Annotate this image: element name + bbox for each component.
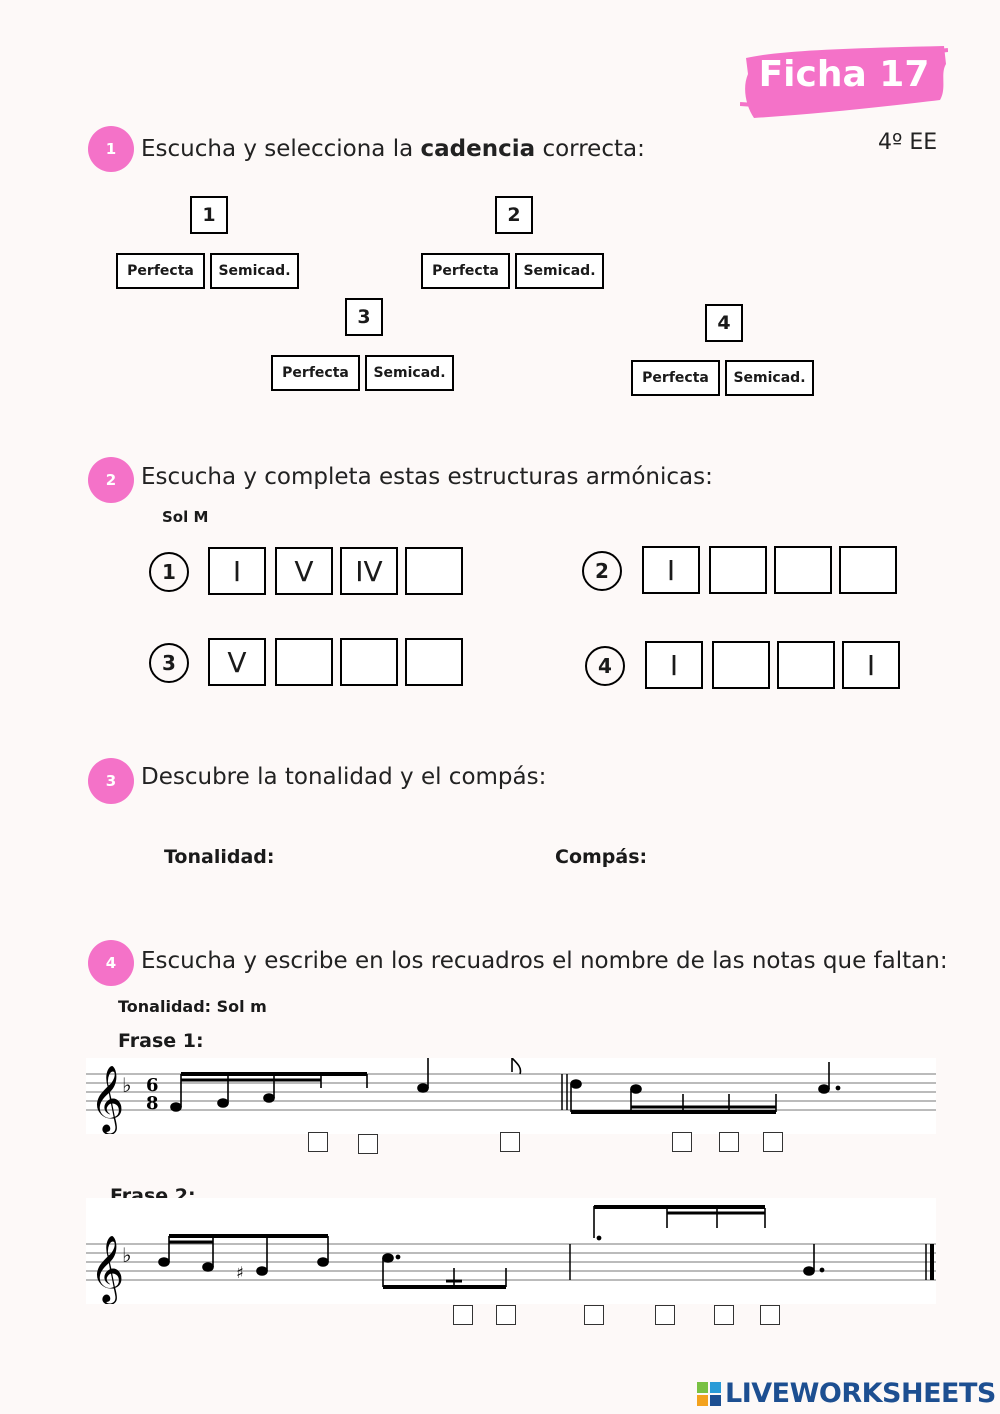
treble-clef-icon: 𝄞: [90, 1234, 125, 1302]
treble-clef-icon: 𝄞: [90, 1064, 125, 1132]
cadence-1-semicad-option[interactable]: Semicad.: [210, 253, 299, 289]
note-answer-box[interactable]: [714, 1305, 734, 1325]
harmony-2-cell-4[interactable]: [839, 546, 897, 594]
liveworksheets-logo-text: LIVEWORKSHEETS: [725, 1378, 996, 1409]
flat-icon: ♭: [122, 1243, 132, 1267]
note-answer-box[interactable]: [358, 1134, 378, 1154]
tonalidad-answer-field[interactable]: [278, 842, 518, 872]
compas-answer-field[interactable]: [650, 842, 890, 872]
cadence-2-semicad-option[interactable]: Semicad.: [515, 253, 604, 289]
heading-text: Escucha y selecciona la: [141, 136, 421, 162]
harmony-4-cell-4[interactable]: I: [842, 641, 900, 689]
harmony-4-cell-2[interactable]: [712, 641, 770, 689]
note-answer-box[interactable]: [760, 1305, 780, 1325]
note-answer-box[interactable]: [672, 1132, 692, 1152]
cadence-item-1-number: 1: [190, 196, 228, 234]
cadence-4-semicad-option[interactable]: Semicad.: [725, 360, 814, 396]
exercise-2-badge: 2: [88, 457, 134, 503]
cadence-3-semicad-option[interactable]: Semicad.: [365, 355, 454, 391]
liveworksheets-logo-icon: [697, 1382, 723, 1406]
harmony-row-2-number: 2: [582, 551, 622, 591]
flat-icon: ♭: [122, 1073, 132, 1097]
staff-frase-1: [86, 1058, 936, 1134]
cadence-4-perfecta-option[interactable]: Perfecta: [631, 360, 720, 396]
exercise-3-heading: Descubre la tonalidad y el compás:: [141, 764, 547, 790]
harmony-1-cell-3[interactable]: IV: [340, 547, 398, 595]
harmony-2-cell-2[interactable]: [709, 546, 767, 594]
harmony-3-cell-4[interactable]: [405, 638, 463, 686]
note-answer-box[interactable]: [719, 1132, 739, 1152]
heading-text: correcta:: [535, 136, 645, 162]
harmony-2-cell-1[interactable]: I: [642, 546, 700, 594]
harmony-1-cell-4[interactable]: [405, 547, 463, 595]
cadence-1-perfecta-option[interactable]: Perfecta: [116, 253, 205, 289]
harmony-3-cell-1[interactable]: V: [208, 638, 266, 686]
harmony-row-3-number: 3: [149, 643, 189, 683]
cadence-2-perfecta-option[interactable]: Perfecta: [421, 253, 510, 289]
cadence-item-4-number: 4: [705, 304, 743, 342]
frase-2-label: Frase 2:: [110, 1185, 196, 1207]
sharp-icon: ♯: [236, 1263, 244, 1282]
harmony-row-1-number: 1: [149, 552, 189, 592]
cadence-3-perfecta-option[interactable]: Perfecta: [271, 355, 360, 391]
harmony-1-cell-2[interactable]: V: [275, 547, 333, 595]
note-answer-box[interactable]: [584, 1305, 604, 1325]
frase-1-label: Frase 1:: [118, 1030, 204, 1052]
time-sig-bottom: 8: [146, 1093, 159, 1114]
time-sig-top: 6: [146, 1075, 159, 1096]
harmony-4-cell-3[interactable]: [777, 641, 835, 689]
exercise-1-badge: 1: [88, 126, 134, 172]
harmony-row-4-number: 4: [585, 646, 625, 686]
exercise-3-badge: 3: [88, 758, 134, 804]
harmony-3-cell-3[interactable]: [340, 638, 398, 686]
note-answer-box[interactable]: [496, 1305, 516, 1325]
note-answer-box[interactable]: [500, 1132, 520, 1152]
exercise-4-heading: Escucha y escribe en los recuadros el nombre de las notas que faltan:: [141, 948, 948, 974]
heading-bold-text: cadencia: [420, 136, 536, 162]
exercise-2-key: Sol M: [162, 508, 209, 526]
tonalidad-label: Tonalidad:: [164, 846, 275, 868]
exercise-4-badge: 4: [88, 940, 134, 986]
note-answer-box[interactable]: [655, 1305, 675, 1325]
exercise-1-heading: [141, 136, 645, 162]
grade-label: 4º EE: [878, 130, 938, 155]
page-title: Ficha 17: [758, 54, 930, 95]
staff-frase-2: [86, 1198, 936, 1304]
compas-label: Compás:: [555, 846, 648, 868]
harmony-1-cell-1[interactable]: I: [208, 547, 266, 595]
harmony-3-cell-2[interactable]: [275, 638, 333, 686]
harmony-2-cell-3[interactable]: [774, 546, 832, 594]
note-answer-box[interactable]: [453, 1305, 473, 1325]
harmony-4-cell-1[interactable]: I: [645, 641, 703, 689]
exercise-4-key: Tonalidad: Sol m: [118, 997, 267, 1016]
note-answer-box[interactable]: [763, 1132, 783, 1152]
exercise-2-heading: Escucha y completa estas estructuras armónicas:: [141, 464, 713, 490]
note-answer-box[interactable]: [308, 1132, 328, 1152]
cadence-item-3-number: 3: [345, 298, 383, 336]
cadence-item-2-number: 2: [495, 196, 533, 234]
